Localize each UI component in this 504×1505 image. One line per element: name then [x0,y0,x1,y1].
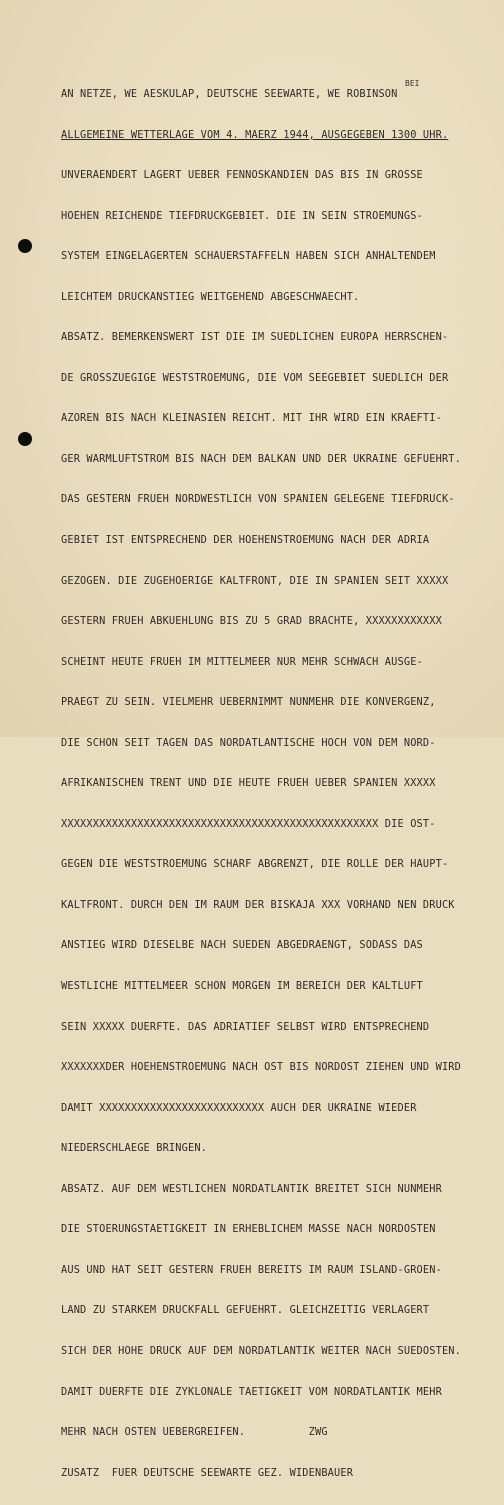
text-line: HOEHEN REICHENDE TIEFDRUCKGEBIET. DIE IN SEIN STROEMUNGS- [61,209,423,222]
text-line: WESTLICHE MITTELMEER SCHON MORGEN IM BEREICH DER KALTLUFT [61,980,423,993]
text-line: DAS GESTERN FRUEH NORDWESTLICH VON SPANIEN GELEGENE TIEFDRUCK- [61,493,455,506]
text-line: ANSTIEG WIRD DIESELBE NACH SUEDEN ABGEDRAENGT, SODASS DAS [61,939,423,952]
text-line: DAMIT DUERFTE DIE ZYKLONALE TAETIGKEIT VOM NORDATLANTIK MEHR [61,1385,442,1398]
text-line: SICH DER HOHE DRUCK AUF DEM NORDATLANTIK WEITER NACH SUEDOSTEN. [61,1344,462,1357]
text-line: MEHR NACH OSTEN UEBERGREIFEN. ZWG [61,1426,328,1439]
text-line: SCHEINT HEUTE FRUEH IM MITTELMEER NUR MEHR SCHWACH AUSGE- [61,655,423,668]
text-line: GEBIET IST ENTSPRECHEND DER HOEHENSTROEMUNG NACH DER ADRIA [61,534,430,547]
text-line: ABSATZ. AUF DEM WESTLICHEN NORDATLANTIK BREITET SICH NUNMEHR [61,1182,442,1195]
text-line: DE GROSSZUEGIGE WESTSTROEMUNG, DIE VOM SEEGEBIET SUEDLICH DER [61,371,449,384]
text-line: LEICHTEM DRUCKANSTIEG WEITGEHEND ABGESCHWAECHT. [61,290,360,303]
punch-hole-lower [18,432,32,446]
text-line: ALLGEMEINE WETTERLAGE VOM 4. MAERZ 1944, AUSGEGEBEN 1300 UHR. [61,128,449,141]
handwritten-insertion-mark: BEI [405,79,420,88]
text-line: PRAEGT ZU SEIN. VIELMEHR UEBERNIMMT NUNMEHR DIE KONVERGENZ, [61,696,436,709]
text-line: SEIN XXXXX DUERFTE. DAS ADRIATIEF SELBST WIRD ENTSPRECHEND [61,1020,430,1033]
text-line: LAND ZU STARKEM DRUCKFALL GEFUEHRT. GLEICHZEITIG VERLAGERT [61,1304,430,1317]
text-line: AZOREN BIS NACH KLEINASIEN REICHT. MIT IHR WIRD EIN KRAEFTI- [61,412,442,425]
text-line: AFRIKANISCHEN TRENT UND DIE HEUTE FRUEH UEBER SPANIEN XXXXX [61,777,436,790]
text-line: DAMIT XXXXXXXXXXXXXXXXXXXXXXXXXX AUCH DER UKRAINE WIEDER [61,1101,417,1114]
text-line: XXXXXXXXXXXXXXXXXXXXXXXXXXXXXXXXXXXXXXXXXXXXXXXXXX DIE OST- [61,817,436,830]
text-line: GER WARMLUFTSTROM BIS NACH DEM BALKAN UND DER UKRAINE GEFUEHRT. [61,452,462,465]
text-line: GEGEN DIE WESTSTROEMUNG SCHARF ABGRENZT, DIE ROLLE DER HAUPT- [61,858,449,871]
text-line: KALTFRONT. DURCH DEN IM RAUM DER BISKAJA XXX VORHAND NEN DRUCK [61,898,455,911]
text-line: NIEDERSCHLAEGE BRINGEN. [61,1142,208,1155]
text-line: ABSATZ. BEMERKENSWERT IST DIE IM SUEDLICHEN EUROPA HERRSCHEN- [61,331,449,344]
text-line: SYSTEM EINGELAGERTEN SCHAUERSTAFFELN HABEN SICH ANHALTENDEM [61,250,436,263]
text-line: GESTERN FRUEH ABKUEHLUNG BIS ZU 5 GRAD BRACHTE, XXXXXXXXXXXX [61,615,442,628]
text-line: DIE SCHON SEIT TAGEN DAS NORDATLANTISCHE HOCH VON DEM NORD- [61,736,436,749]
text-line: XXXXXXXDER HOEHENSTROEMUNG NACH OST BIS NORDOST ZIEHEN UND WIRD [61,1061,462,1074]
text-line: AUS UND HAT SEIT GESTERN FRUEH BEREITS IM RAUM ISLAND-GROEN- [61,1263,442,1276]
text-line: UNVERAENDERT LAGERT UEBER FENNOSKANDIEN DAS BIS IN GROSSE [61,169,423,182]
text-line: GEZOGEN. DIE ZUGEHOERIGE KALTFRONT, DIE IN SPANIEN SEIT XXXXX [61,574,449,587]
text-line: AN NETZE, WE AESKULAP, DEUTSCHE SEEWARTE, WE ROBINSON [61,88,398,100]
text-line: ZUSATZ FUER DEUTSCHE SEEWARTE GEZ. WIDENBAUER [61,1466,354,1479]
punch-hole-upper [18,239,32,253]
text-line: DIE STOERUNGSTAETIGKEIT IN ERHEBLICHEM MASSE NACH NORDOSTEN [61,1223,436,1236]
typewritten-text [61,62,501,1505]
